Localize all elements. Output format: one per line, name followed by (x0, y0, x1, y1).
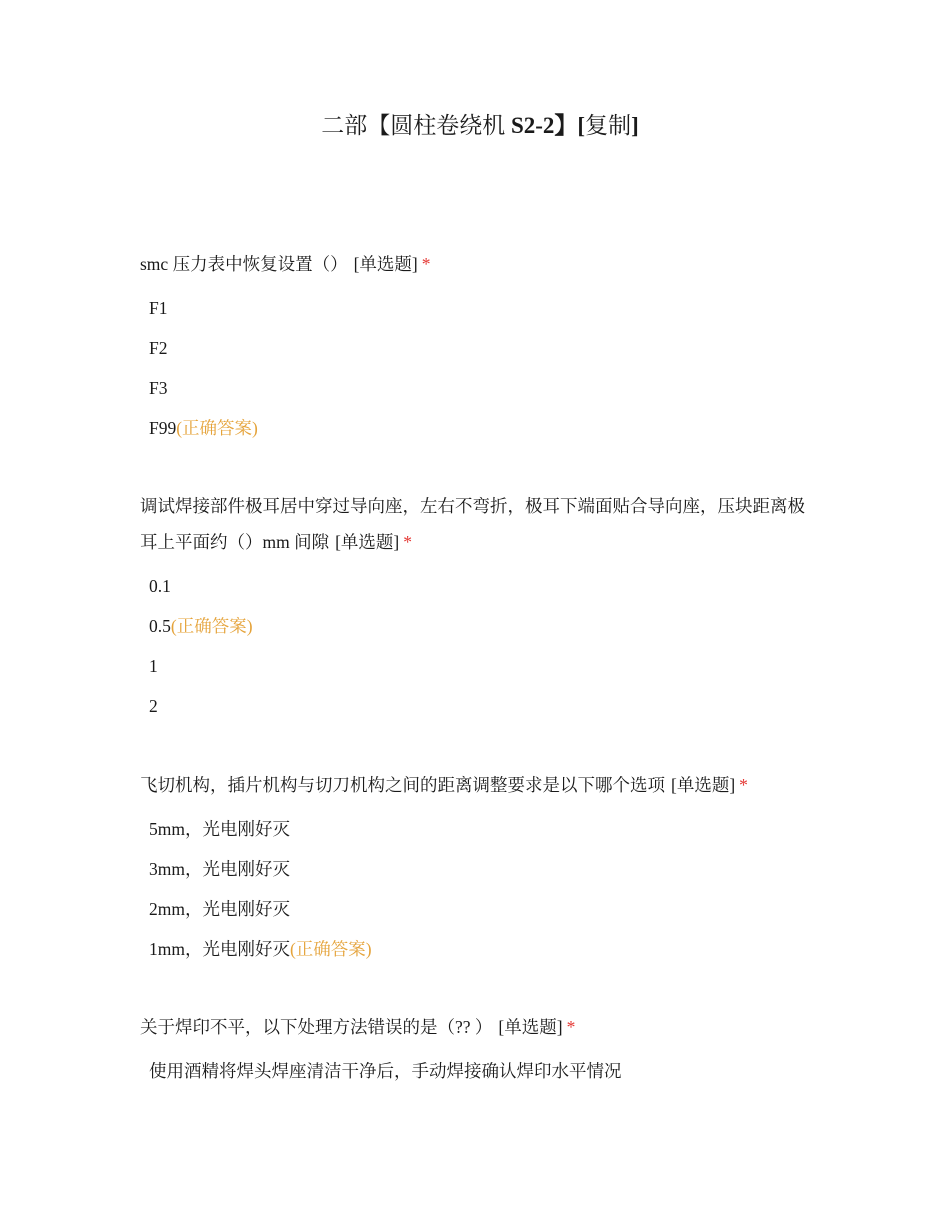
question-text (140, 488, 820, 560)
question-stem: 飞切机构，插片机构与切刀机构之间的距离调整要求是以下哪个选项 (140, 775, 665, 795)
document-title (0, 110, 950, 142)
option-list (140, 1051, 820, 1091)
option-label: 使用酒精将焊头焊座清洁干净后，手动焊接确认焊印水平情况 (149, 1061, 622, 1081)
question-text (140, 1009, 820, 1045)
option-label: 2mm，光电刚好灭 (149, 899, 290, 919)
option-item[interactable] (140, 1051, 820, 1091)
option-label: F99 (149, 418, 177, 438)
question-3 (140, 767, 820, 969)
question-type: [单选题] (353, 254, 418, 274)
correct-answer-marker: (正确答案) (170, 616, 253, 636)
option-label: 0.1 (149, 576, 171, 596)
option-item[interactable] (140, 809, 820, 849)
option-label: 0.5 (149, 616, 171, 636)
option-label: 1mm，光电刚好灭 (149, 939, 290, 959)
option-item[interactable] (140, 328, 820, 368)
required-marker: * (739, 775, 748, 795)
option-label: F2 (149, 338, 168, 358)
option-item[interactable] (140, 646, 820, 686)
option-label: F1 (149, 298, 168, 318)
question-text (140, 767, 820, 803)
question-stem: smc 压力表中恢复设置（） (140, 254, 348, 274)
option-item[interactable] (140, 929, 820, 969)
question-type: [单选题] (335, 532, 400, 552)
option-item[interactable] (140, 606, 820, 646)
title-bracket-open: [ (577, 113, 586, 138)
option-list (140, 809, 820, 969)
option-item[interactable] (140, 849, 820, 889)
option-label: F3 (149, 378, 168, 398)
option-label: 2 (149, 696, 158, 716)
required-marker: * (566, 1017, 576, 1037)
question-1 (140, 246, 820, 448)
option-item[interactable] (140, 368, 820, 408)
title-bracket-end: ] (631, 113, 639, 138)
option-item[interactable] (140, 889, 820, 929)
option-item[interactable] (140, 408, 820, 448)
title-bracket-close: 】 (554, 113, 578, 138)
question-type: [单选题] (671, 775, 736, 795)
question-2 (140, 488, 820, 726)
option-item[interactable] (140, 686, 820, 726)
option-item[interactable] (140, 288, 820, 328)
title-copy: 复制 (585, 113, 632, 138)
question-stem: 调试焊接部件极耳居中穿过导向座，左右不弯折，极耳下端面贴合导向座，压块距离极耳上平面约（）mm 间隙 (140, 496, 805, 552)
option-label: 3mm，光电刚好灭 (149, 859, 290, 879)
question-text (140, 246, 820, 282)
title-prefix: 二部【圆柱卷绕机 (321, 113, 511, 138)
required-marker: * (421, 254, 431, 274)
option-item[interactable] (140, 566, 820, 606)
correct-answer-marker: (正确答案) (289, 939, 372, 959)
option-list (140, 566, 820, 726)
title-model: S2-2 (510, 113, 555, 138)
correct-answer-marker: (正确答案) (176, 418, 258, 438)
question-type: [单选题] (498, 1017, 563, 1037)
question-4 (140, 1009, 820, 1091)
question-stem: 关于焊印不平，以下处理方法错误的是（?? ） (140, 1017, 493, 1037)
option-label: 5mm，光电刚好灭 (149, 819, 290, 839)
option-list (140, 288, 820, 448)
required-marker: * (403, 532, 413, 552)
option-label: 1 (149, 656, 158, 676)
